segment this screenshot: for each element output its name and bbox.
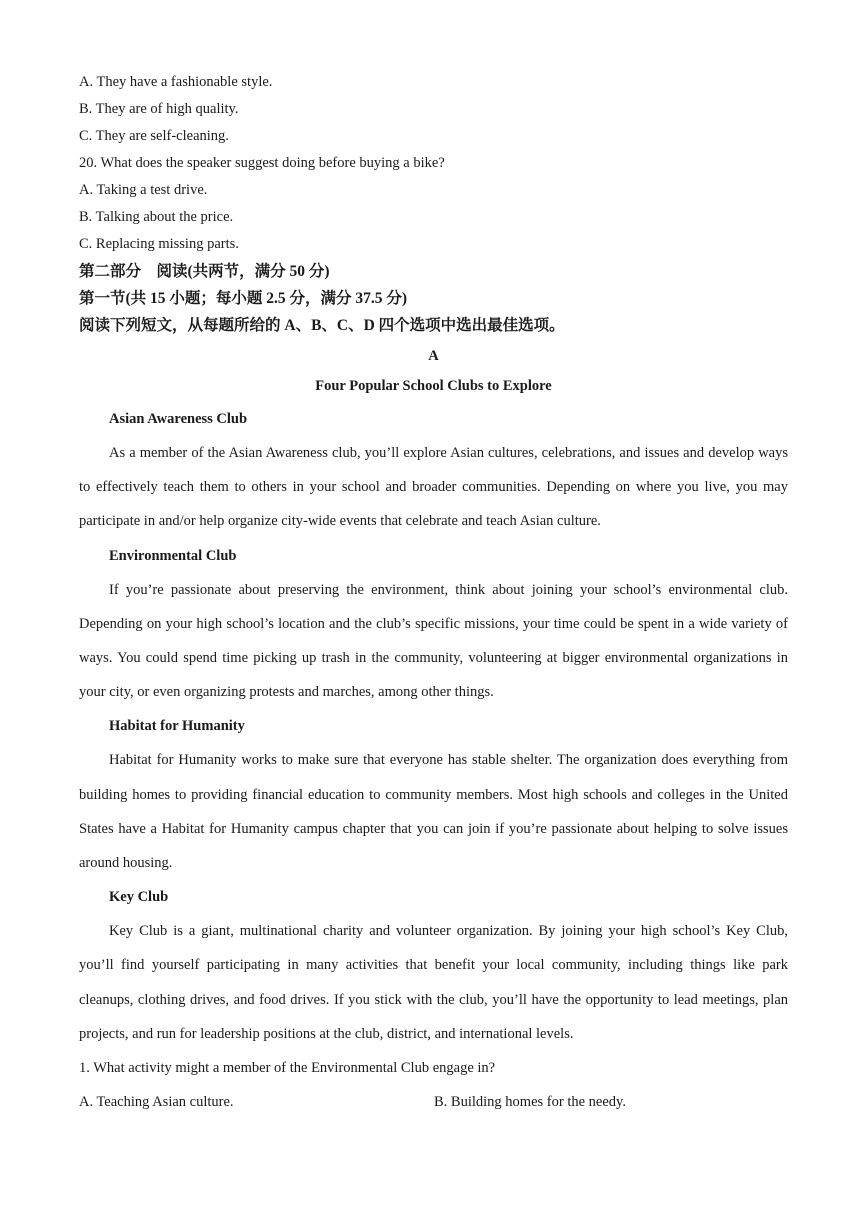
prev-option-c: C. They are self-cleaning. <box>79 128 229 144</box>
question-1-option-a: A. Teaching Asian culture. <box>79 1094 234 1111</box>
instruction: 阅读下列短文，从每题所给的 A、B、C、D 四个选项中选出最佳选项。 <box>79 317 565 334</box>
section-header: 第一节(共 15 小题；每小题 2.5 分，满分 37.5 分) <box>79 290 408 307</box>
question-20-option-c: C. Replacing missing parts. <box>79 236 239 252</box>
club-title-key-club: Key Club <box>109 889 169 906</box>
question-20-stem: 20. What does the speaker suggest doing before buying a bike? <box>79 155 445 171</box>
passage-title: Four Popular School Clubs to Explore <box>315 378 552 394</box>
question-20-option-b: B. Talking about the price. <box>79 209 234 225</box>
prev-option-a: A. They have a fashionable style. <box>79 74 273 90</box>
club-text-environmental: If you’re passionate about preserving the environment, think about joining your school’s environmental club. Depending on your high school’s location and the club’s specific missions, your time could be spent in a wide variety of ways. You could spend time picking up trash in the community, volunteering at bigger environmental organizations in your city, or even organizing protests and marches, among other things. <box>79 581 788 701</box>
question-20-option-a: A. Taking a test drive. <box>79 182 208 198</box>
club-title-habitat: Habitat for Humanity <box>109 718 245 735</box>
prev-option-b: B. They are of high quality. <box>79 101 239 117</box>
club-title-asian-awareness: Asian Awareness Club <box>109 411 248 427</box>
passage-letter: A <box>428 348 439 364</box>
club-text-key-club: Key Club is a giant, multinational charity and volunteer organization. By joining your high school’s Key Club, you’ll find yourself participating in many activities that benefit your local community, including things like park cleanups, clothing drives, and food drives. If you stick with the club, you’ll have the opportunity to lead meetings, plan projects, and run for leadership positions at the club, district, and international levels. <box>79 923 788 1042</box>
club-text-asian-awareness: As a member of the Asian Awareness club, you’ll explore Asian cultures, celebrations, and issues and develop ways to effectively teach them to others in your school and broader communities. Depending on where you live, you may participate in and/or help organize city-wide events that celebrate and teach Asian culture. <box>79 445 788 530</box>
question-1-option-b: B. Building homes for the needy. <box>434 1094 626 1111</box>
club-text-habitat: Habitat for Humanity works to make sure that everyone has stable shelter. The organization does everything from building homes to providing financial education to community members. Most high schools and colleges in the United States have a Habitat for Humanity campus chapter that you can join if you’re passionate about helping to solve issues around housing. <box>79 752 788 872</box>
club-title-environmental: Environmental Club <box>109 547 237 564</box>
question-1-stem: 1. What activity might a member of the Environmental Club engage in? <box>79 1060 496 1077</box>
part-header: 第二部分 阅读(共两节，满分 50 分) <box>79 263 330 280</box>
question-1-options <box>79 1085 788 1119</box>
